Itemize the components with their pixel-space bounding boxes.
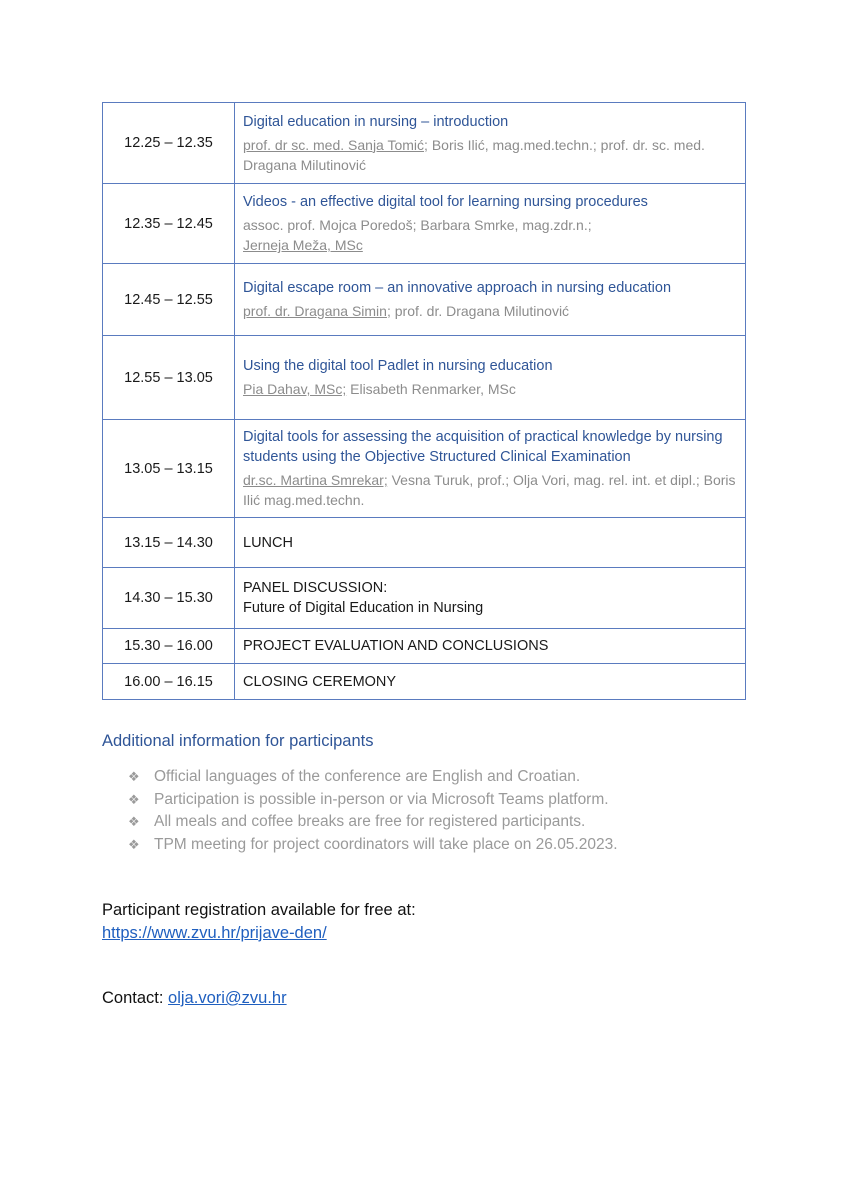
- table-row: [103, 568, 746, 629]
- diamond-bullet-icon: ❖: [128, 814, 140, 829]
- time-cell: 13.05 – 13.15: [103, 420, 235, 518]
- time-cell: 15.30 – 16.00: [103, 629, 235, 664]
- table-row: [103, 184, 746, 264]
- session-speakers: prof. dr. Dragana Simin; prof. dr. Dragana Milutinović: [243, 303, 570, 319]
- session-title: Digital escape room – an innovative approach in nursing education: [243, 280, 672, 296]
- diamond-bullet-icon: ❖: [128, 769, 140, 784]
- schedule-table: [102, 102, 746, 700]
- session-text: Future of Digital Education in Nursing: [243, 600, 484, 616]
- session-cell: [235, 629, 746, 664]
- list-item: ❖ All meals and coffee breaks are free for registered participants.: [128, 811, 618, 834]
- list-item: ❖ Official languages of the conference are English and Croatian.: [128, 766, 618, 789]
- table-row: [103, 420, 746, 518]
- session-cell: [235, 568, 746, 629]
- time-cell: 14.30 – 15.30: [103, 568, 235, 629]
- table-row: [103, 336, 746, 420]
- table-row: [103, 264, 746, 336]
- time-cell: 13.15 – 14.30: [103, 518, 235, 568]
- session-cell: [235, 518, 746, 568]
- table-row: [103, 664, 746, 700]
- info-list: [128, 766, 618, 856]
- list-item: ❖ TPM meeting for project coordinators will take place on 26.05.2023.: [128, 834, 618, 857]
- session-speakers: dr.sc. Martina Smrekar; Vesna Turuk, prof.; Olja Vori, mag. rel. int. et dipl.; Boris Ilić mag.med.techn.: [243, 472, 736, 508]
- time-cell: 12.25 – 12.35: [103, 103, 235, 184]
- session-cell: [235, 664, 746, 700]
- session-title: Using the digital tool Padlet in nursing education: [243, 358, 553, 374]
- time-cell: 12.35 – 12.45: [103, 184, 235, 264]
- speaker-link[interactable]: Pia Dahav, MSc;: [243, 381, 347, 397]
- time-cell: 12.55 – 13.05: [103, 336, 235, 420]
- speaker-link[interactable]: dr.sc. Martina Smrekar;: [243, 472, 388, 488]
- session-speakers: assoc. prof. Mojca Poredoš; Barbara Smrke, mag.zdr.n.; Jerneja Meža, MSc: [243, 217, 592, 253]
- session-cell: [235, 264, 746, 336]
- session-cell: [235, 420, 746, 518]
- table-row: [103, 103, 746, 184]
- session-text: PROJECT EVALUATION AND CONCLUSIONS: [243, 638, 549, 654]
- speaker-link[interactable]: prof. dr sc. med. Sanja Tomić;: [243, 136, 428, 153]
- contact-email-link[interactable]: olja.vori@zvu.hr: [168, 989, 287, 1007]
- info-heading: Additional information for participants: [102, 732, 374, 750]
- session-text: PANEL DISCUSSION:: [243, 580, 388, 596]
- session-cell: [235, 336, 746, 420]
- speaker-link[interactable]: Jerneja Meža, MSc: [243, 237, 363, 253]
- list-item: ❖ Participation is possible in-person or via Microsoft Teams platform.: [128, 789, 618, 812]
- session-speakers: prof. dr sc. med. Sanja Tomić; Boris Ilić, mag.med.techn.; prof. dr. sc. med. Dragana Milutinović: [243, 136, 705, 173]
- session-title: Videos - an effective digital tool for learning nursing procedures: [243, 194, 648, 210]
- session-cell: [235, 184, 746, 264]
- session-speakers: Pia Dahav, MSc; Elisabeth Renmarker, MSc: [243, 381, 516, 397]
- speaker-link[interactable]: prof. dr. Dragana Simin: [243, 303, 387, 319]
- session-text: LUNCH: [243, 534, 293, 551]
- time-cell: 16.00 – 16.15: [103, 664, 235, 700]
- diamond-bullet-icon: ❖: [128, 836, 140, 852]
- session-cell: [235, 103, 746, 184]
- diamond-bullet-icon: ❖: [128, 791, 140, 807]
- session-title: Digital tools for assessing the acquisition of practical knowledge by nursing students using the Objective Structured Clinical Examination: [243, 429, 723, 465]
- table-row: [103, 629, 746, 664]
- contact-line: [102, 989, 287, 1008]
- registration-link[interactable]: https://www.zvu.hr/prijave-den/: [102, 924, 327, 942]
- time-cell: 12.45 – 12.55: [103, 264, 235, 336]
- session-title: Digital education in nursing – introduction: [243, 113, 509, 130]
- session-text: CLOSING CEREMONY: [243, 673, 397, 690]
- registration-label: Participant registration available for free at:: [102, 901, 416, 919]
- table-row: [103, 518, 746, 568]
- contact-label: Contact:: [102, 989, 169, 1007]
